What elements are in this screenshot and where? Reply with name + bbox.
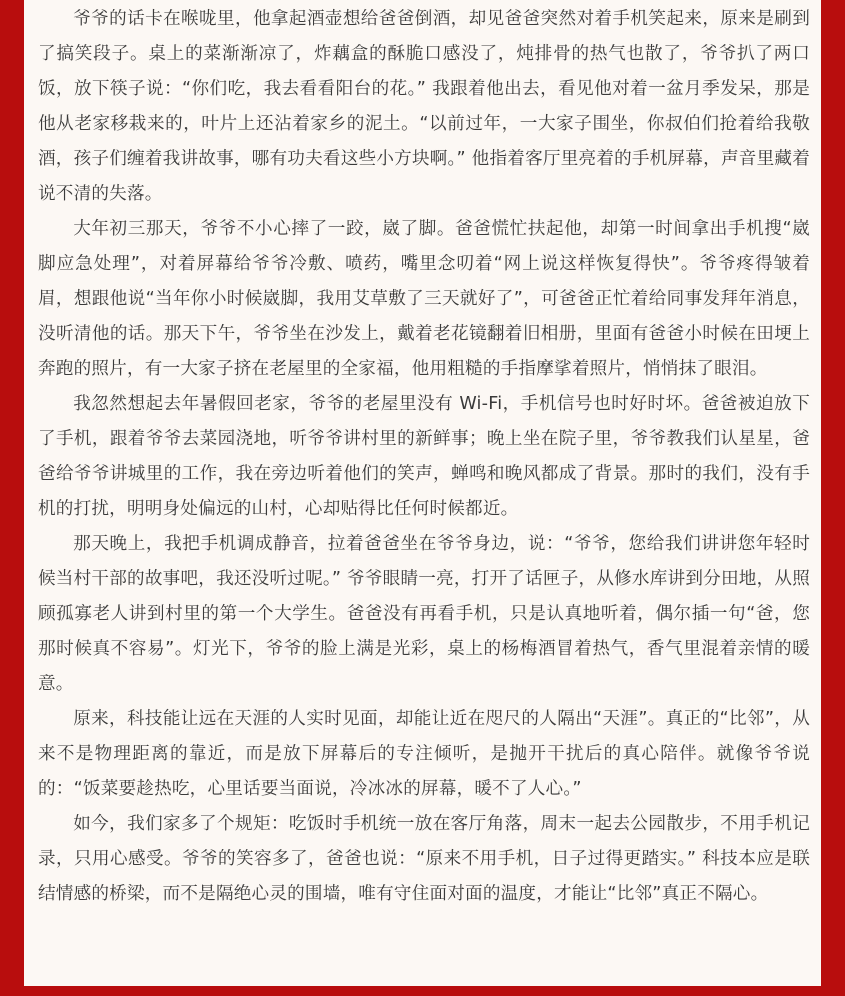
paragraph-summer-memory: 我忽然想起去年暑假回老家，爷爷的老屋里没有 Wi-Fi，手机信号也时好时坏。爸爸被迫放下了手机，跟着爷爷去菜园浇地，听爷爷讲村里的新鲜事；晚上坐在院子里，爷爷教我们认星星，爸爸给爷爷讲城里的工作，我在旁边听着他们的笑声，蝉鸣和晚风都成了背景。那时的我们，没有手机的打扰，明明身处偏远的山村，心却贴得比任何时候都近。: [38, 394, 810, 519]
paragraph-reflection: 原来，科技能让远在天涯的人实时见面，却能让近在咫尺的人隔出“天涯”。真正的“比邻”，从来不是物理距离的靠近，而是放下屏幕后的专注倾听，是抛开干扰后的真心陪伴。就像爷爷说的：“饭菜要趁热吃，心里话要当面说，冷冰冰的屏幕，暖不了人心。”: [38, 709, 810, 799]
paragraph-grandpa-story: 那天晚上，我把手机调成静音，拉着爸爸坐在爷爷身边，说：“爷爷，您给我们讲讲您年轻时候当村干部的故事吧，我还没听过呢。” 爷爷眼睛一亮，打开了话匣子，从修水库讲到分田地，从照顾孤寡老人讲到村里的第一个大学生。爸爸没有再看手机，只是认真地听着，偶尔插一句“爸，您那时候真不容易”。灯光下，爷爷的脸上满是光彩，桌上的杨梅酒冒着热气，香气里混着亲情的暖意。: [38, 534, 810, 694]
paragraph-new-rule: 如今，我们家多了个规矩：吃饭时手机统一放在客厅角落，周末一起去公园散步，不用手机记录，只用心感受。爷爷的笑容多了，爸爸也说：“原来不用手机，日子过得更踏实。” 科技本应是联结情感的桥梁，而不是隔绝心灵的围墙，唯有守住面对面的温度，才能让“比邻”真正不隔心。: [38, 814, 810, 904]
article-page: [24, 0, 821, 986]
article-body: [38, 2, 810, 912]
paragraph-sprained-ankle: 大年初三那天，爷爷不小心摔了一跤，崴了脚。爸爸慌忙扶起他，却第一时间拿出手机搜“崴脚应急处理”，对着屏幕给爷爷冷敷、喷药，嘴里念叨着“网上说这样恢复得快”。爷爷疼得皱着眉，想跟他说“当年你小时候崴脚，我用艾草敷了三天就好了”，可爸爸正忙着给同事发拜年消息，没听清他的话。那天下午，爷爷坐在沙发上，戴着老花镜翻着旧相册，里面有爸爸小时候在田埂上奔跑的照片，有一大家子挤在老屋里的全家福，他用粗糙的手指摩挲着照片，悄悄抹了眼泪。: [38, 219, 810, 379]
paragraph-dinner: 爷爷的话卡在喉咙里，他拿起酒壶想给爸爸倒酒，却见爸爸突然对着手机笑起来，原来是刷到了搞笑段子。桌上的菜渐渐凉了，炸藕盒的酥脆口感没了，炖排骨的热气也散了，爷爷扒了两口饭，放下筷子说：“你们吃，我去看看阳台的花。” 我跟着他出去，看见他对着一盆月季发呆，那是他从老家移栽来的，叶片上还沾着家乡的泥土。“以前过年，一大家子围坐，你叔伯们抢着给我敬酒，孩子们缠着我讲故事，哪有功夫看这些小方块啊。” 他指着客厅里亮着的手机屏幕，声音里藏着说不清的失落。: [38, 9, 810, 204]
